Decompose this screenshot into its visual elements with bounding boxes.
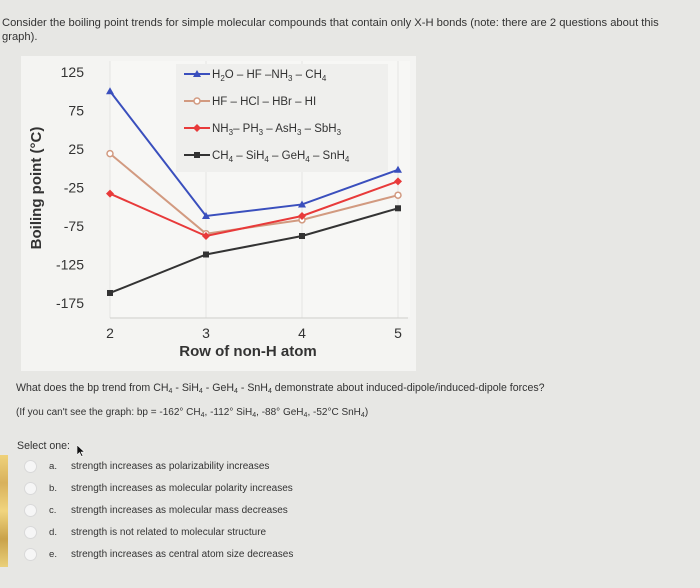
legend-entry-2: $NH_3-$ $PH_3 - AsH_3 - SbH_3$ (212, 123, 342, 137)
question-text: What does the bp trend from $CH_4 - SiH_4 - GeH_4 - SnH_4$ demonstrate about induced-dipole/induced-dipole forces? (16, 382, 545, 395)
question-intro: Consider the boiling point trends for simple molecular compounds that contain only X-H bonds (note: there are 2 questions about this graph). (2, 17, 659, 43)
option-b-text: strength increases as molecular polarity increases (71, 482, 293, 494)
radio-button-c[interactable] (24, 504, 37, 517)
option-e-text: strength increases as central atom size decreases (71, 548, 294, 560)
legend-marker-1 (194, 98, 200, 104)
y-tick-label--125: -125 (55, 256, 84, 273)
option-c[interactable]: c. strength increases as molecular mass decreases (24, 499, 293, 521)
y-tick-label--175: -175 (55, 295, 84, 311)
select-one-label: Select one: (17, 440, 71, 452)
y-tick-label--25: -25 (63, 179, 84, 196)
data-point-s1-0 (107, 151, 113, 157)
data-point-s3-1 (203, 251, 209, 257)
data-point-s3-3 (395, 205, 401, 211)
x-tick-label-3: 3 (202, 325, 210, 341)
option-c-text: strength increases as molecular mass decreases (71, 504, 288, 516)
y-tick-label-125: 125 (60, 64, 84, 80)
legend-entry-1: HF – HCl – HBr – HI (212, 96, 317, 108)
radio-button-b[interactable] (24, 482, 37, 495)
option-b[interactable]: b. strength increases as molecular polarity increases (24, 477, 293, 499)
option-a[interactable]: a. strength increases as polarizability increases (24, 455, 293, 477)
legend-entry-0: $H_2O$ – HF $-NH_3 - CH_4$ (212, 69, 327, 83)
radio-button-d[interactable] (24, 526, 37, 539)
option-d[interactable]: d. strength is not related to molecular structure (24, 521, 293, 543)
y-tick-label--75: -75 (63, 218, 84, 234)
option-d-text: strength is not related to molecular structure (71, 526, 267, 538)
graph-hint: (If you can't see the graph: bp = -162° $CH_4$, -112° SiH$_4$, -88° GeH$_4$, -52°C SnH$_4$) (16, 407, 369, 419)
boiling-point-chart (21, 56, 416, 371)
radio-button-e[interactable] (24, 548, 37, 561)
left-edge-strip (0, 455, 8, 567)
data-point-s3-0 (107, 290, 113, 296)
legend-entry-3: $CH_4 - SiH_4 - GeH_4 - SnH_4$ (212, 150, 350, 164)
y-axis-title: Boiling point (°C) (28, 126, 45, 250)
data-point-s1-3 (395, 192, 401, 198)
x-tick-label-2: 2 (106, 325, 114, 341)
option-e[interactable]: e. strength increases as central atom size decreases (24, 543, 293, 565)
chart-svg (21, 56, 416, 371)
answer-options (24, 455, 293, 565)
y-tick-label-25: 25 (68, 141, 84, 157)
question-block (16, 381, 696, 423)
radio-button-a[interactable] (24, 460, 37, 473)
x-axis-title: Row of non-H atom (179, 343, 317, 360)
x-tick-label-5: 5 (394, 325, 402, 341)
x-tick-label-4: 4 (298, 325, 306, 341)
data-point-s3-2 (299, 233, 305, 239)
legend-marker-3 (194, 152, 200, 158)
y-tick-label-75: 75 (68, 102, 84, 119)
option-a-text: strength increases as polarizability increases (71, 460, 270, 472)
